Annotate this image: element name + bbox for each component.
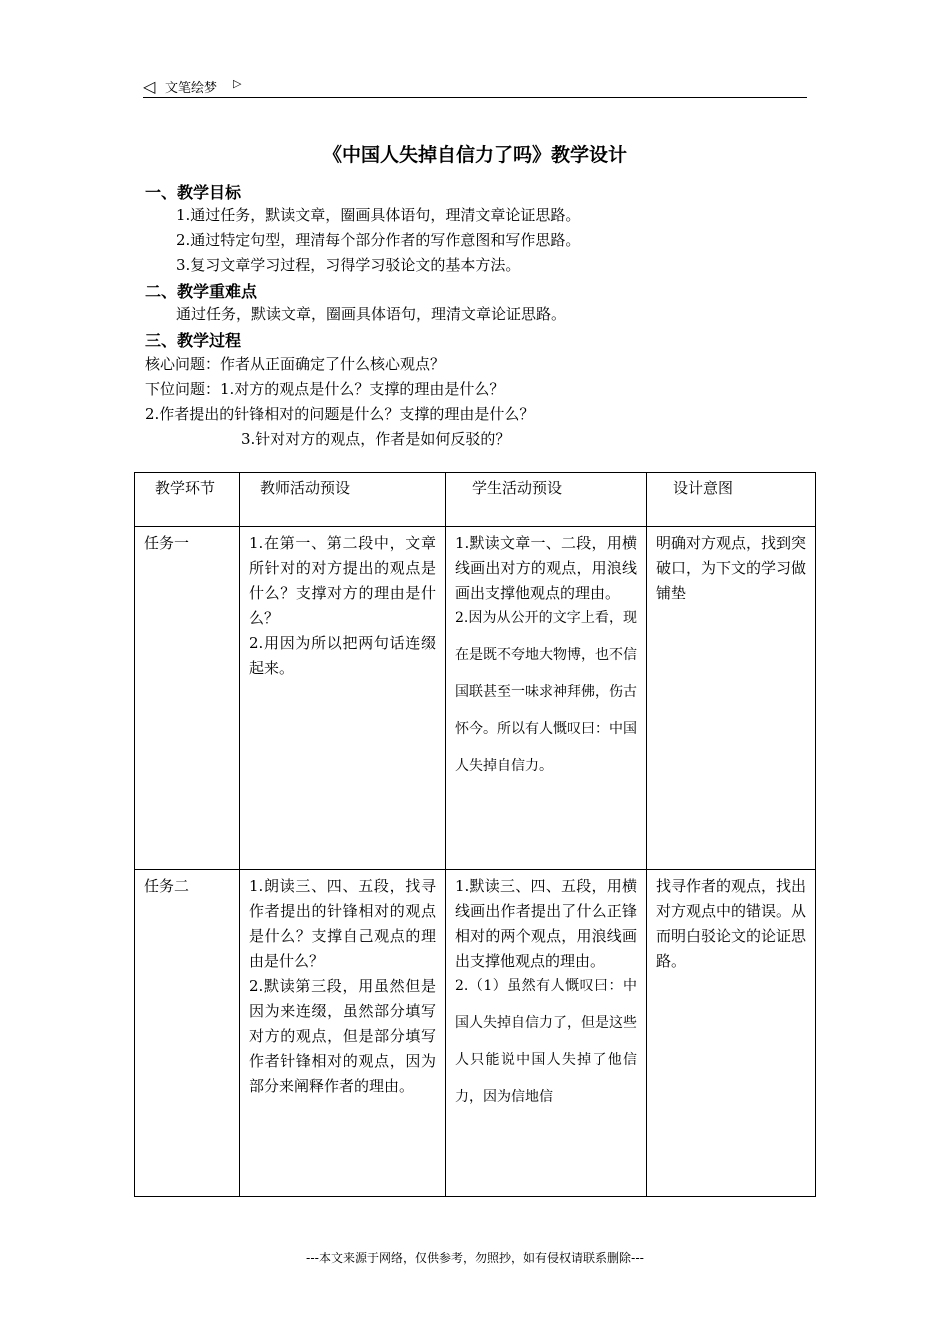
teacher-activity-2: 2.用因为所以把两句话连缀起来。: [249, 634, 436, 677]
header-rule: [143, 97, 807, 98]
intent-cell: 找寻作者的观点，找出对方观点中的错误。从而明白驳论文的论证思路。: [647, 870, 816, 1197]
header-cell-teacher: 教师活动预设: [240, 473, 446, 527]
teacher-activity-2: 2.默读第三段，用虽然但是因为来连缀，虽然部分填写对方的观点，但是部分填写作者针锋相对的观点，因为部分来阐释作者的理由。: [249, 977, 436, 1095]
lesson-plan-table: [134, 472, 816, 1197]
section-heading-keypoints: 二、教学重难点: [145, 282, 258, 301]
section-heading-process: 三、教学过程: [145, 331, 242, 350]
teacher-activity-1: 1.在第一、第二段中，文章所针对的对方提出的观点是什么？支撑对方的理由是什么？: [249, 534, 436, 627]
header-cell-student: 学生活动预设: [446, 473, 647, 527]
table-header-row: [135, 473, 816, 527]
right-triangle-icon: ▷: [233, 77, 242, 90]
page-header: [143, 72, 807, 98]
student-activity-detail: 2.因为从公开的文字上看，现在是既不夸地大物博，也不信国联甚至一味求神拜佛，伤古怀今。所以有人慨叹曰：中国人失掉自信力。: [455, 610, 637, 774]
student-cell: [446, 870, 647, 1197]
sub-question-1: 下位问题：1.对方的观点是什么？支撑的理由是什么？: [145, 380, 505, 398]
goal-item-3: 3.复习文章学习过程，习得学习驳论文的基本方法。: [176, 256, 521, 274]
stage-cell: 任务二: [135, 870, 240, 1197]
page-footer: ---本文来源于网络，仅供参考，勿照抄，如有侵权请联系删除---: [306, 1251, 644, 1265]
sub-question-3: 3.针对对方的观点，作者是如何反驳的？: [241, 430, 511, 448]
section-heading-goals: 一、教学目标: [145, 183, 242, 202]
student-activity-detail: 2.（1）虽然有人慨叹曰：中国人失掉自信力了，但是这些人只能说中国人失掉了他信力，因为信地信: [455, 978, 637, 1105]
goal-item-1: 1.通过任务，默读文章，圈画具体语句，理清文章论证思路。: [176, 206, 581, 224]
intent-cell: 明确对方观点，找到突破口，为下文的学习做铺垫: [647, 527, 816, 870]
student-cell: [446, 527, 647, 870]
document-title: 《中国人失掉自信力了吗》教学设计: [322, 144, 627, 166]
sub-question-2: 2.作者提出的针锋相对的问题是什么？支撑的理由是什么？: [145, 405, 535, 423]
header-cell-stage: 教学环节: [135, 473, 240, 527]
header-brand: 文笔绘梦: [165, 81, 218, 96]
table-row: [135, 527, 816, 870]
teacher-cell: [240, 527, 446, 870]
core-question: 核心问题：作者从正面确定了什么核心观点？: [145, 355, 446, 373]
table-row: [135, 870, 816, 1197]
teacher-cell: [240, 870, 446, 1197]
student-activity-main: 1.默读三、四、五段，用横线画出作者提出了什么正锋相对的两个观点，用浪线画出支撑他观点的理由。: [455, 877, 637, 970]
teacher-activity-1: 1.朗读三、四、五段，找寻作者提出的针锋相对的观点是什么？支撑自己观点的理由是什么？: [249, 877, 436, 970]
student-activity-main: 1.默读文章一、二段，用横线画出对方的观点，用浪线画出支撑他观点的理由。: [455, 534, 637, 602]
header-cell-intent: 设计意图: [647, 473, 816, 527]
keypoints-text: 通过任务，默读文章，圈画具体语句，理清文章论证思路。: [176, 305, 567, 323]
left-triangle-icon: ◁: [143, 77, 156, 96]
stage-cell: 任务一: [135, 527, 240, 870]
goal-item-2: 2.通过特定句型，理清每个部分作者的写作意图和写作思路。: [176, 231, 581, 249]
